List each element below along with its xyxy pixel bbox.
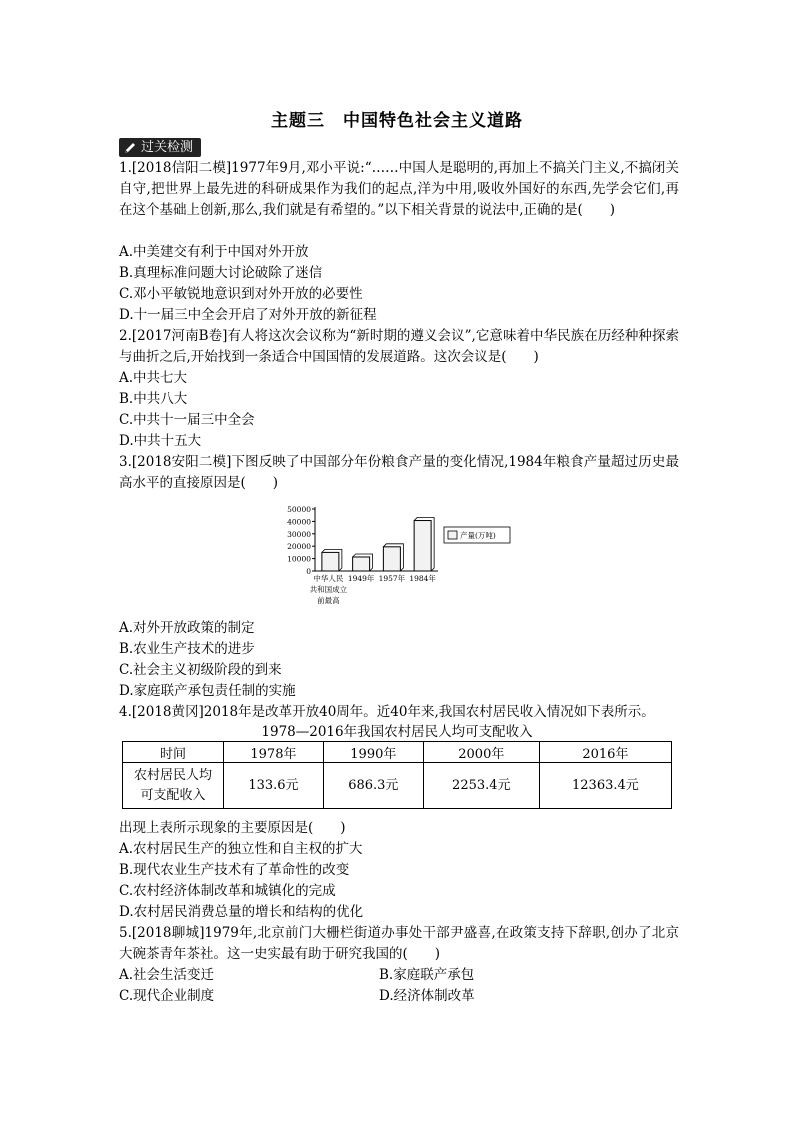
question-4-stem: 4.[2018黄冈]2018年是改革开放40周年。近40年来,我国农村居民收入情况如下表所示。	[119, 704, 655, 720]
bar	[383, 547, 400, 571]
category-label: 1957年	[378, 574, 406, 583]
category-label: 1949年	[347, 574, 375, 583]
question-1-option-c[interactable]: C.邓小平敏锐地意识到对外开放的必要性	[119, 286, 363, 302]
page-title: 主题三 中国特色社会主义道路	[271, 111, 523, 131]
question-1-option-a[interactable]: A.中美建交有利于中国对外开放	[119, 244, 309, 260]
y-tick-label: 30000	[287, 529, 311, 539]
section-badge-label: 过关检测	[141, 140, 194, 155]
income-table	[122, 741, 672, 809]
question-4-option-c[interactable]: C.农村经济体制改革和城镇化的完成	[119, 883, 336, 899]
grain-output-chart-svg	[284, 503, 524, 613]
table-cell: 686.3元	[323, 763, 423, 809]
income-table-row	[123, 763, 672, 809]
y-tick-label: 10000	[287, 554, 311, 564]
table-header-cell: 2000年	[423, 742, 539, 763]
question-2-option-c[interactable]: C.中共十一届三中全会	[119, 412, 255, 428]
table-header-cell: 1978年	[224, 742, 324, 763]
question-4-option-b[interactable]: B.现代农业生产技术有了革命性的改变	[119, 862, 350, 878]
question-2-option-b[interactable]: B.中共八大	[119, 391, 188, 407]
legend-label: 产量(万吨)	[460, 531, 496, 540]
bar	[322, 552, 339, 571]
table-cell: 2253.4元	[423, 763, 539, 809]
category-label: 共和国成立	[309, 585, 348, 594]
question-5-option-a[interactable]: A.社会生活变迁	[119, 967, 215, 983]
table-cell: 12363.4元	[539, 763, 671, 809]
pencil-icon	[123, 141, 137, 155]
question-4-option-d[interactable]: D.农村居民消费总量的增长和结构的优化	[119, 904, 364, 920]
question-5-option-b[interactable]: B.家庭联产承包	[379, 967, 475, 983]
question-1-option-b[interactable]: B.真理标准问题大讨论破除了迷信	[119, 265, 323, 281]
question-4-option-a[interactable]: A.农村居民生产的独立性和自主权的扩大	[119, 841, 363, 857]
question-2-stem: 2.[2017河南B卷]有人将这次会议称为“新时期的遵义会议”,它意味着中华民族在历经种种探索与曲折之后,开始找到一条适合中国国情的发展道路。这次会议是( )	[119, 328, 679, 365]
table-row-label: 农村居民人均可支配收入	[123, 763, 224, 809]
category-label: 前最高	[317, 596, 340, 605]
question-3-option-d[interactable]: D.家庭联产承包责任制的实施	[119, 683, 296, 699]
bar	[414, 521, 431, 571]
grain-output-chart	[284, 503, 524, 613]
table-header-cell: 1990年	[323, 742, 423, 763]
table-header-cell: 2016年	[539, 742, 671, 763]
table-header-cell: 时间	[123, 742, 224, 763]
question-3-option-b[interactable]: B.农业生产技术的进步	[119, 641, 255, 657]
question-3-option-a[interactable]: A.对外开放政策的制定	[119, 620, 255, 636]
question-3-option-c[interactable]: C.社会主义初级阶段的到来	[119, 662, 282, 678]
question-5-option-c[interactable]: C.现代企业制度	[119, 988, 215, 1004]
question-5-option-d[interactable]: D.经济体制改革	[379, 988, 475, 1004]
question-2-option-a[interactable]: A.中共七大	[119, 370, 188, 386]
y-tick-label: 50000	[287, 505, 311, 514]
category-label: 中华人民	[313, 574, 344, 583]
question-2-option-d[interactable]: D.中共十五大	[119, 433, 202, 449]
bar	[353, 557, 370, 571]
income-table-caption: 1978—2016年我国农村居民人均可支配收入	[261, 724, 533, 740]
question-3-stem: 3.[2018安阳二模]下图反映了中国部分年份粮食产量的变化情况,1984年粮食产量超过历史最高水平的直接原因是( )	[119, 454, 679, 491]
table-cell: 133.6元	[224, 763, 324, 809]
question-4-followup: 出现上表所示现象的主要原因是( )	[119, 820, 346, 836]
y-tick-label: 20000	[287, 542, 311, 552]
y-tick-label: 0	[306, 567, 311, 576]
legend-swatch	[448, 531, 457, 539]
section-badge	[119, 138, 201, 157]
category-label: 1984年	[409, 574, 436, 583]
question-1-option-d[interactable]: D.十一届三中全会开启了对外开放的新征程	[119, 307, 377, 323]
y-tick-label: 40000	[287, 517, 311, 527]
income-table-header-row	[123, 742, 672, 763]
question-5-stem: 5.[2018聊城]1979年,北京前门大栅栏街道办事处干部尹盛喜,在政策支持下辞职,创办了北京大碗茶青年茶社。这一史实最有助于研究我国的( )	[119, 925, 679, 962]
question-1-stem: 1.[2018信阳二模]1977年9月,邓小平说:“……中国人是聪明的,再加上不搞关门主义,不搞闭关自守,把世界上最先进的科研成果作为我们的起点,洋为中用,吸收外国好的东西,先学会它们,再在这个基础上创新,那么,我们就是有希望的。”以下相关背景的说法中,正确的是( )	[119, 160, 679, 218]
